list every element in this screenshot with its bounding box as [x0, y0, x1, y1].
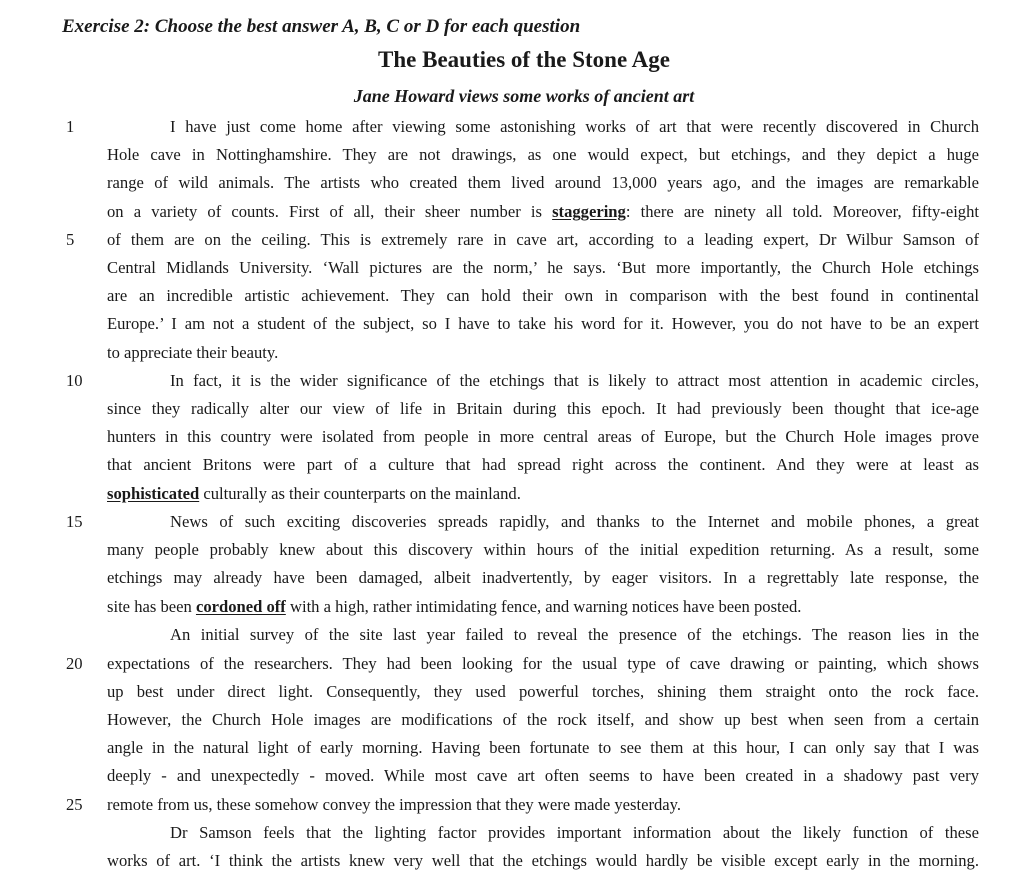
text-line: Central Midlands University. ‘Wall pictures are the norm,’ he says. ‘But more importantly, the Church Hole etchings	[107, 258, 979, 277]
line-number: 20	[66, 654, 83, 673]
line-number: 10	[66, 371, 83, 390]
text-line: hunters in this country were isolated from people in more central areas of Europe, but the Church Hole images prove	[107, 427, 979, 446]
text-line: I have just come home after viewing some astonishing works of art that were recently discovered in Church	[170, 117, 979, 136]
text-line: range of wild animals. The artists who created them lived around 13,000 years ago, and the images are remarkable	[107, 173, 979, 192]
keyword-staggering: staggering	[552, 202, 626, 221]
text-line: remote from us, these somehow convey the impression that they were made yesterday.	[107, 795, 681, 814]
text-line: up best under direct light. Consequently, they used powerful torches, shining them straight onto the rock face.	[107, 682, 979, 701]
text-line: that ancient Britons were part of a culture that had spread right across the continent. And they were at least as	[107, 455, 979, 474]
text-line: However, the Church Hole images are modifications of the rock itself, and show up best when seen from a certain	[107, 710, 979, 729]
text-line	[107, 202, 979, 222]
exercise-instruction: Exercise 2: Choose the best answer A, B, C or D for each question	[62, 16, 581, 37]
text-line: expectations of the researchers. They had been looking for the usual type of cave drawing or painting, which shows	[107, 654, 979, 673]
text-segment: site has been	[107, 597, 192, 616]
text-line: etchings may already have been damaged, albeit inadvertently, by eager visitors. In a regrettably late response, the	[107, 568, 979, 587]
text-line: News of such exciting discoveries spreads rapidly, and thanks to the Internet and mobile phones, a great	[170, 512, 979, 531]
text-line: angle in the natural light of early morning. Having been fortunate to see them at this hour, I can only say that I was	[107, 738, 979, 757]
text-line	[107, 484, 979, 504]
article-title: The Beauties of the Stone Age	[378, 47, 670, 72]
line-number: 5	[66, 230, 75, 249]
article-subtitle: Jane Howard views some works of ancient art	[353, 86, 695, 106]
text-line: deeply - and unexpectedly - moved. While most cave art often seems to have been created in a shadowy past very	[107, 766, 979, 785]
text-line: Hole cave in Nottinghamshire. They are not drawings, as one would expect, but etchings, and they depict a huge	[107, 145, 979, 164]
text-line: Europe.’ I am not a student of the subject, so I have to take his word for it. However, you do not have to be an expert	[107, 314, 979, 333]
text-line: since they radically alter our view of life in Britain during this epoch. It had previously been thought that ice-age	[107, 399, 979, 418]
keyword-cordoned-off: cordoned off	[195, 597, 286, 616]
text-line: are an incredible artistic achievement. They can hold their own in comparison with the best found in continental	[107, 286, 979, 305]
text-line: of them are on the ceiling. This is extremely rare in cave art, according to a leading expert, Dr Wilbur Samson of	[107, 230, 979, 249]
text-segment: on a variety of counts. First of all, their sheer number is	[107, 202, 542, 221]
text-segment: : there are ninety all told. Moreover, fifty-eight	[625, 202, 980, 221]
text-line: to appreciate their beauty.	[107, 343, 279, 362]
text-line	[107, 597, 979, 617]
text-segment: culturally as their counterparts on the mainland.	[199, 484, 521, 503]
line-number: 1	[66, 117, 75, 136]
text-segment: with a high, rather intimidating fence, and warning notices have been posted.	[285, 597, 802, 616]
text-line: Dr Samson feels that the lighting factor provides important information about the likely function of these	[170, 823, 979, 842]
text-line: An initial survey of the site last year failed to reveal the presence of the etchings. The reason lies in the	[170, 625, 979, 644]
text-line: many people probably knew about this discovery within hours of the initial expedition returning. As a result, some	[107, 540, 979, 559]
line-number: 15	[66, 512, 83, 531]
line-number: 25	[66, 795, 83, 814]
keyword-sophisticated: sophisticated	[107, 484, 200, 503]
text-line: In fact, it is the wider significance of the etchings that is likely to attract most attention in academic circles,	[170, 371, 979, 390]
text-line: works of art. ‘I think the artists knew very well that the etchings would hardly be visible except early in the morning.	[107, 851, 979, 870]
